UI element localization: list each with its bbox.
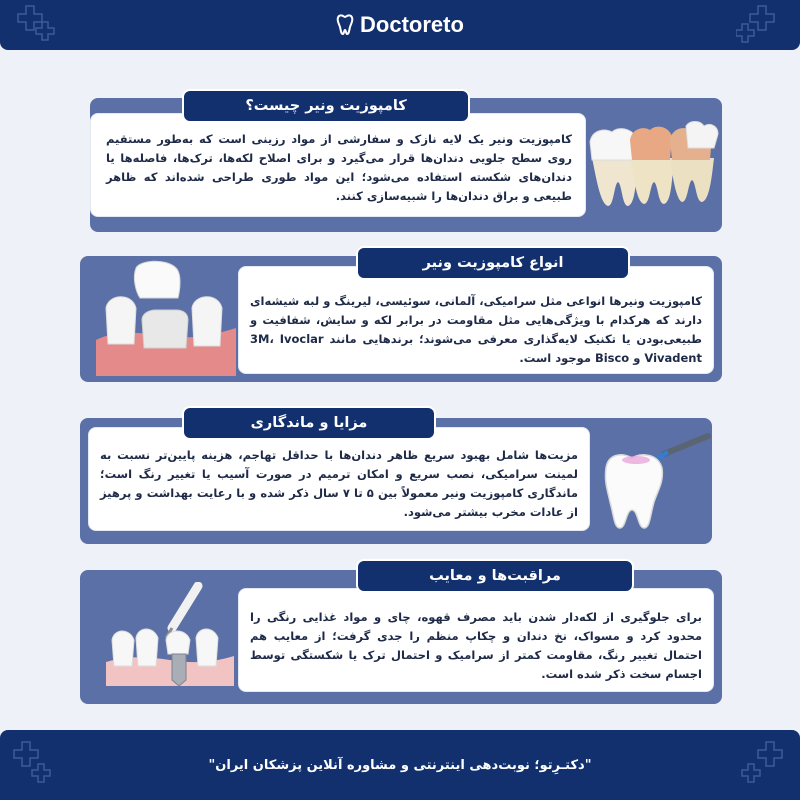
medical-cross-icon [12, 4, 56, 44]
section-3-title: مزایا و ماندگاری [182, 406, 436, 440]
crown-placement-illustration [96, 258, 236, 376]
medical-cross-icon [736, 738, 792, 794]
section-1-body: کامپوزیت ونیر یک لایه نازک و سفارشی از مواد رزینی است که به‌طور مستقیم روی سطح جلویی دندان‌ها قرار می‌گیرد و برای اصلاح لکه‌ها، ترک‌ها، فاصله‌ها یا دندان‌های شکسته استفاده می‌شود؛ این مواد طوری طراحی شده‌اند که ظاهر طبیعی و براق دندان‌ها را شبیه‌سازی کنند. [106, 132, 572, 203]
dental-implant-illustration [106, 582, 234, 700]
section-1-title: کامپوزیت ونیر چیست؟ [182, 89, 470, 123]
tooth-logo-icon [336, 14, 354, 36]
section-4-title: مراقبت‌ها و معایب [356, 559, 634, 593]
section-2-title: انواع کامپوزیت ونیر [356, 246, 630, 280]
medical-cross-icon [736, 4, 792, 44]
section-4-body: برای جلوگیری از لکه‌دار شدن باید مصرف قهوه، چای و مواد غذایی رنگی را محدود کرد و مسواک، نخ دندان و چکاپ منظم را جدی گرفت؛ از معایب هم احتمال تغییر رنگ، مقاومت کمتر از سرامیک و احتمال ترک یا شکستگی توسط اجسام سخت ذکر شده است. [250, 610, 702, 681]
brand-name: Doctoreto [360, 12, 464, 37]
brand-logo[interactable] [336, 12, 464, 38]
header-bar [0, 0, 800, 50]
medical-cross-icon [8, 738, 64, 794]
section-2-body: کامپوزیت ونیرها انواعی مثل سرامیکی، آلمانی، سوئیسی، لیرینگ و لبه شیشه‌ای دارند که هرکدام با ویژگی‌هایی مثل مقاومت در برابر لکه و سایش، شفافیت و طبیعی‌بودن یا تکنیک لایه‌گذاری معرفی می‌شوند؛ برندهایی مانند 3M، Ivoclar Vivadent و Bisco موجود است. [250, 294, 703, 365]
footer-tagline: "دکتـرِتو؛ نوبت‌دهی اینترنتی و مشاوره آنلاین پزشکان ایران" [208, 757, 592, 773]
tooth-curing-light-illustration [596, 428, 712, 534]
footer-bar [0, 730, 800, 800]
teeth-veneer-illustration [586, 118, 722, 212]
section-3-body: مزیت‌ها شامل بهبود سریع ظاهر دندان‌ها با حداقل تهاجم، هزینه پایین‌تر نسبت به لمینت سرامیکی، نصب سریع و امکان ترمیم در صورت آسیب یا تغییر رنگ است؛ ماندگاری کامپوزیت ونیر معمولاً بین ۵ تا ۷ سال ذکر شده و با رعایت بهداشت و پرهیز از عادات مخرب بیشتر می‌شود. [100, 448, 578, 519]
